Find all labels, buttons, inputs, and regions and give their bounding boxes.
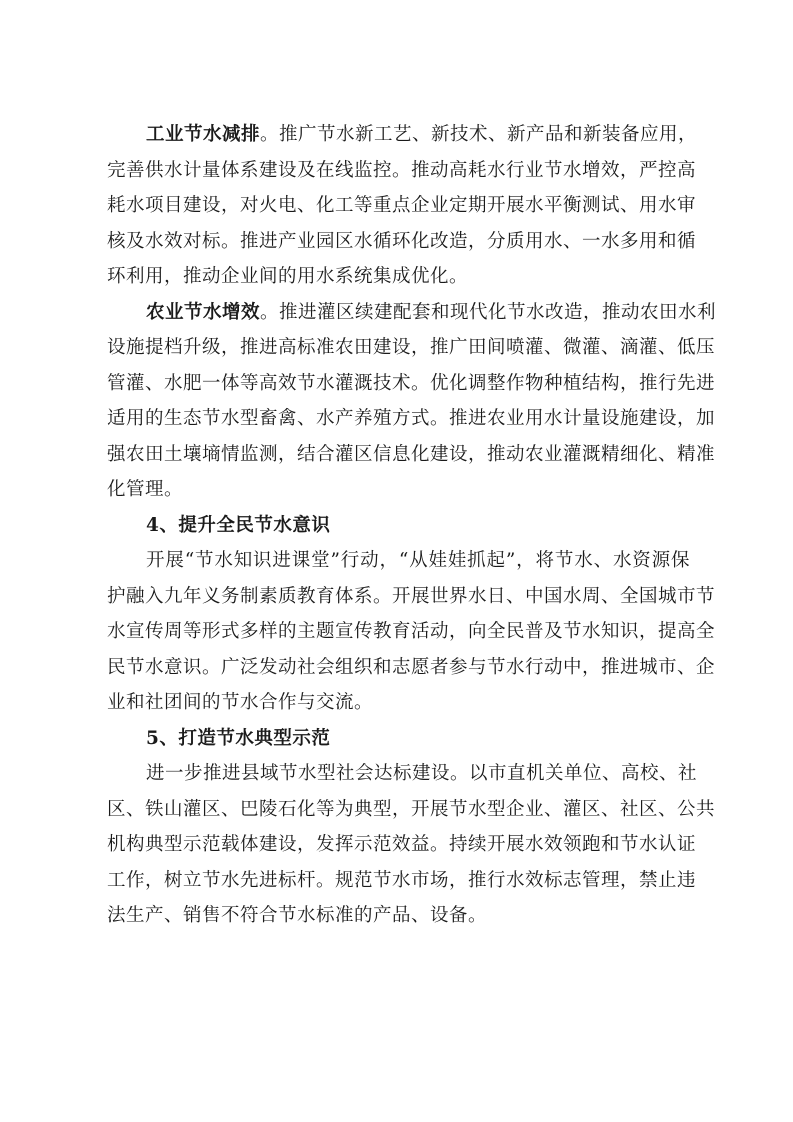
text-line: 进一步推进县域节水型社会达标建设。以市直机关单位、高校、社 <box>146 763 698 784</box>
section-heading-5: 5、打造节水典型示范 <box>146 727 331 749</box>
text-line: 开展“节水知识进课堂”行动，“从娃娃抓起”，将节水、水资源保 <box>146 550 690 571</box>
text-line: 环利用，推动企业间的用水系统集成优化。 <box>107 266 469 287</box>
text-line: 民节水意识。广泛发动社会组织和志愿者参与节水行动中，推进城市、企 <box>107 656 716 678</box>
text-span: 。推广节水新工艺、新技术、新产品和新装备应用， <box>260 124 698 145</box>
text-line: 机构典型示范载体建设，发挥示范效益。持续开展水效领跑和节水认证 <box>107 834 697 855</box>
text-line <box>107 295 717 331</box>
paragraph-demonstration <box>107 756 716 934</box>
document-page <box>107 117 717 934</box>
text-line: 护融入九年义务制素质教育体系。开展世界水日、中国水周、全国城市节 <box>107 585 716 607</box>
paragraph-public-awareness <box>107 543 716 721</box>
text-line <box>107 117 698 153</box>
text-line: 工作，树立节水先进标杆。规范节水市场，推行水效标志管理，禁止违 <box>107 869 697 891</box>
text-line: 区、铁山灌区、巴陵石化等为典型，开展节水型企业、灌区、社区、公共 <box>107 798 716 820</box>
text-line: 适用的生态节水型畜禽、水产养殖方式。推进农业用水计量设施建设，加 <box>107 408 716 429</box>
text-line: 强农田土壤墒情监测，结合灌区信息化建设，推动农业灌溉精细化、精准 <box>107 443 716 465</box>
text-line: 设施提档升级，推进高标准农田建设，推广田间喷灌、微灌、滴灌、低压 <box>107 337 716 358</box>
text-line: 水宣传周等形式多样的主题宣传教育活动，向全民普及节水知识，提高全 <box>107 621 716 642</box>
paragraph-lead: 农业节水增效 <box>146 301 261 323</box>
text-line: 核及水效对标。推进产业园区水循环化改造，分质用水、一水多用和循 <box>107 230 697 252</box>
paragraph-lead: 工业节水减排 <box>146 124 261 145</box>
text-line: 业和社团间的节水合作与交流。 <box>107 692 374 713</box>
text-line: 化管理。 <box>107 479 184 500</box>
text-line: 法生产、销售不符合节水标准的产品、设备。 <box>107 905 488 926</box>
text-span: 。推进灌区续建配套和现代化节水改造，推动农田水利 <box>260 301 717 323</box>
text-line: 耗水项目建设，对火电、化工等重点企业定期开展水平衡测试、用水审 <box>107 195 697 216</box>
section-heading-4: 4、提升全民节水意识 <box>146 514 331 536</box>
paragraph-industrial-water-saving <box>107 117 698 295</box>
text-line: 管灌、水肥一体等高效节水灌溉技术。优化调整作物种植结构，推行先进 <box>107 372 716 394</box>
paragraph-agricultural-water-saving <box>107 295 717 508</box>
text-line: 完善供水计量体系建设及在线监控。推动高耗水行业节水增效，严控高 <box>107 159 697 181</box>
